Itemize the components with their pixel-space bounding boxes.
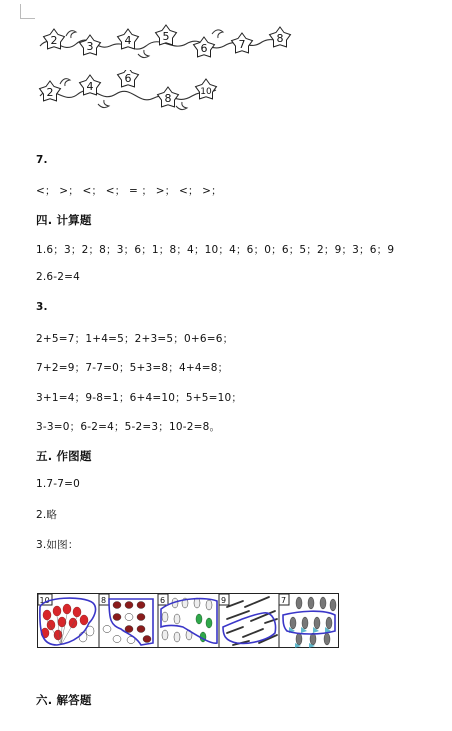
q7-label: 7. — [36, 154, 48, 166]
section4-title: 四. 计算题 — [36, 213, 92, 227]
s4-item3-label: 3. — [36, 301, 48, 313]
leaf-number: 8 — [276, 32, 284, 45]
circling-figure — [37, 593, 339, 648]
leaf-number: 4 — [86, 80, 94, 93]
panel-number: 7 — [281, 596, 287, 605]
panel-number: 8 — [101, 596, 107, 605]
page-corner-mark — [20, 4, 35, 19]
s4-item3-line: 7+2=9；7-7=0；5+3=8；4+4=8； — [36, 362, 229, 374]
s4-item3-line: 2+5=7；1+4=5；2+3=5；0+6=6； — [36, 333, 234, 345]
section6-title: 六. 解答题 — [36, 693, 92, 707]
s5-item1: 1.7-7=0 — [36, 478, 81, 490]
leaf-number: 2 — [46, 86, 54, 99]
section5-title: 五. 作图题 — [36, 449, 92, 463]
panel-number: 9 — [221, 596, 227, 605]
panel-number: 6 — [160, 596, 166, 605]
q7-answers: <； >； <； <； = ； >； <； >； — [36, 185, 222, 197]
s4-item1: 1.6；3；2；8；3；6；1；8；4；10；4；6；0；6；5；2；9；3；6；9 — [36, 244, 395, 256]
s5-item2: 2.略 — [36, 509, 58, 521]
s4-item3-line: 3-3=0；6-2=4；5-2=3；10-2=8。 — [36, 421, 221, 433]
leaf-number: 10 — [200, 87, 212, 97]
leaf-number: 5 — [162, 30, 170, 43]
s4-item3-line: 3+1=4；9-8=1；6+4=10；5+5=10； — [36, 392, 243, 404]
leaf-number: 6 — [200, 42, 208, 55]
leaf-number: 6 — [124, 72, 132, 85]
s4-item2: 2.6-2=4 — [36, 271, 81, 283]
leaf-number: 4 — [124, 34, 132, 47]
leaf-number: 7 — [238, 38, 246, 51]
s5-item3: 3.如图： — [36, 539, 79, 551]
leaf-number: 2 — [50, 34, 58, 47]
number-vine-2 — [36, 70, 226, 116]
number-vine-1 — [36, 22, 296, 62]
leaf-number: 3 — [86, 40, 94, 53]
leaf-number: 8 — [164, 92, 172, 105]
panel-number: 10 — [39, 596, 50, 605]
